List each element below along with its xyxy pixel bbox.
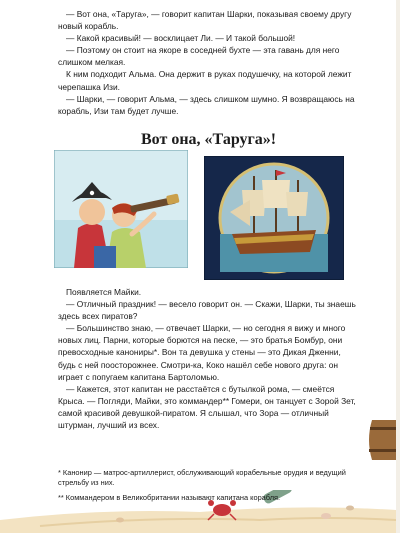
paragraph: — Кажется, этот капитан не расстаётся с бутылкой рома, — смеётся Крыса. — Погляди, Майки, это коммандер** Гомери, он танцует с Зорой Зет, самой красивой девушкой-пиратом. Я слышал, что Зора — отличный штурман, лучший из всех. [58,383,356,431]
illustration-heading: Вот она, «Таруга»! [141,131,277,148]
paragraph: — Вот она, «Таруга», — говорит капитан Шарки, показывая своему другу новый корабль. [58,9,352,32]
paragraph: — Шарки, — говорит Альма, — здесь слишком шумно. Я возвращаюсь на корабль, Изи там будет лучше. [58,93,355,116]
barrel-illustration [366,418,396,462]
footnote: ** Коммандером в Великобритании называют капитана корабля. [58,492,281,502]
paragraph: — Какой красивый! — восклицает Ли. — И такой большой! [66,33,296,44]
pirates-spyglass-illustration [54,150,188,268]
top-text-block [58,8,356,117]
page-edge [396,0,400,533]
paragraph: К ним подходит Альма. Она держит в руках подушечку, на которой лежит черепашка Изи. [58,69,352,92]
paragraph: — Поэтому он стоит на якоре в соседней бухте — эта гавань для него слишком мелкая. [58,45,340,68]
paragraph: Появляется Майки. [66,287,142,297]
ship-spyglass-illustration [204,156,344,280]
paragraph: — Большинство знаю, — отвечает Шарки, — но сегодня я вижу и много новых лиц. Парни, которые борются на песке, — это братья Бомбур, они превосходные канониры*. Вон та девушка у стены — это Дикая Дженни, будь с ней поосторожнее. Смотри-ка, Коко нашёл себе нового друга: он играет с попугаем капитана Бартоломью. [58,323,346,382]
footnote: * Канонир — матрос-артиллерист, обслуживающий корабельные орудия и ведущий стрельбу из них. [58,468,346,488]
footnotes [58,468,356,503]
paragraph: — Отличный праздник! — весело говорит он. — Скажи, Шарки, ты знаешь здесь всех пиратов? [58,299,356,322]
middle-text-block [58,286,356,431]
